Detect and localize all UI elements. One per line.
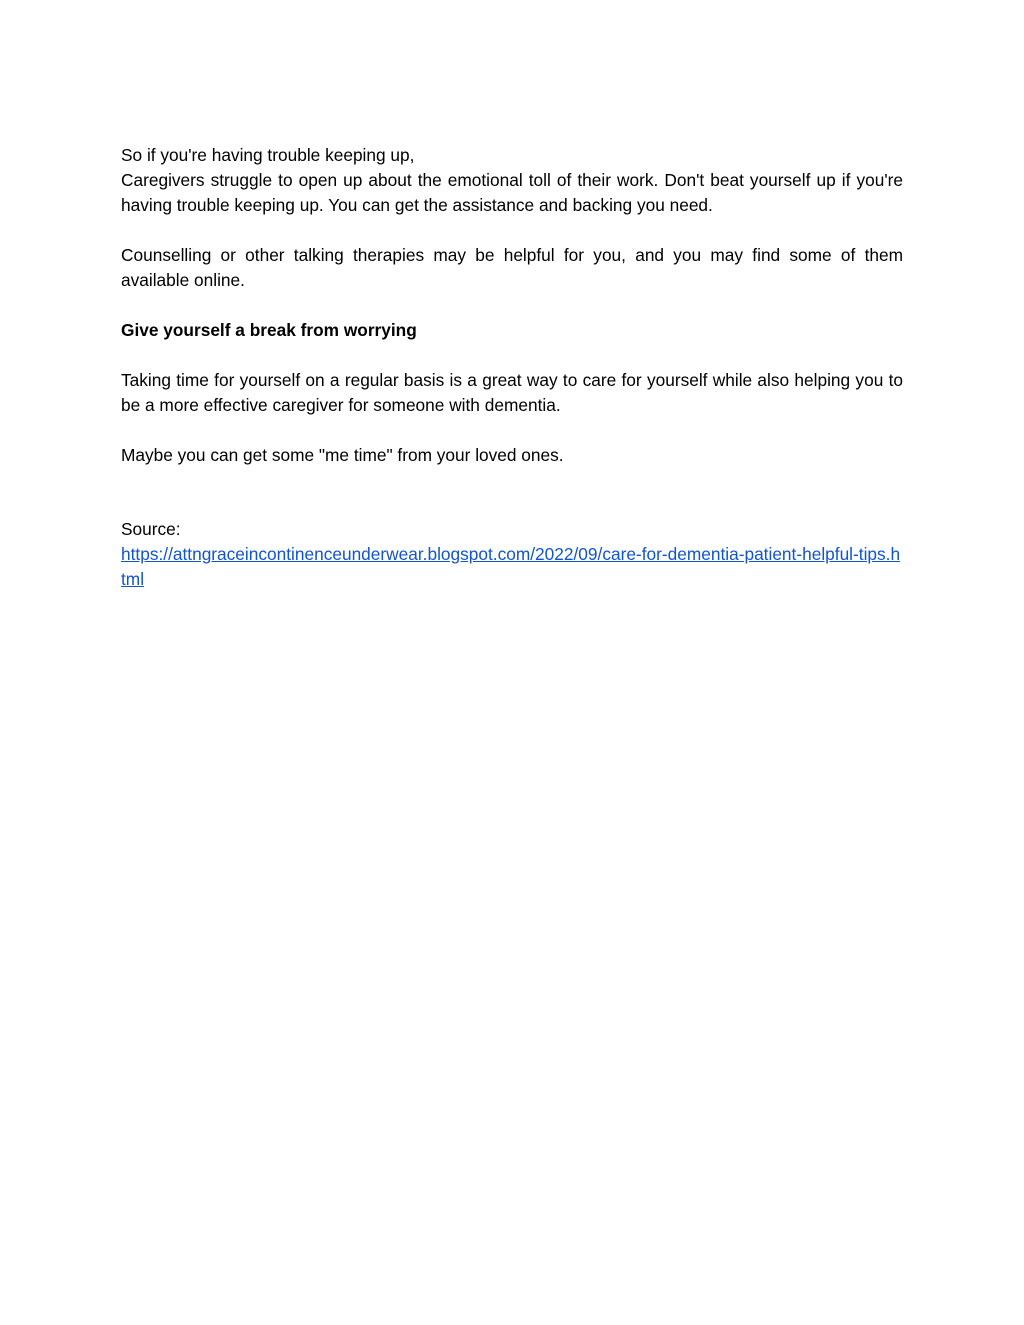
paragraph-taking-time: Taking time for yourself on a regular basis is a great way to care for yourself while also helping you to be a more effective caregiver for someone with dementia. [121, 370, 903, 415]
paragraph-caregivers: Caregivers struggle to open up about the emotional toll of their work. Don't beat yourself up if you're having trouble keeping up. You can get the assistance and backing you need. [121, 170, 903, 215]
paragraph-me-time: Maybe you can get some "me time" from your loved ones. [121, 445, 564, 465]
document-page [121, 143, 903, 592]
section-heading: Give yourself a break from worrying [121, 320, 417, 340]
source-link[interactable]: https://attngraceincontinenceunderwear.blogspot.com/2022/09/care-for-dementia-patient-helpful-tips.html [121, 544, 901, 589]
paragraph-counselling: Counselling or other talking therapies may be helpful for you, and you may find some of them available online. [121, 245, 903, 290]
intro-line: So if you're having trouble keeping up, [121, 145, 415, 165]
source-label: Source: [121, 519, 181, 539]
